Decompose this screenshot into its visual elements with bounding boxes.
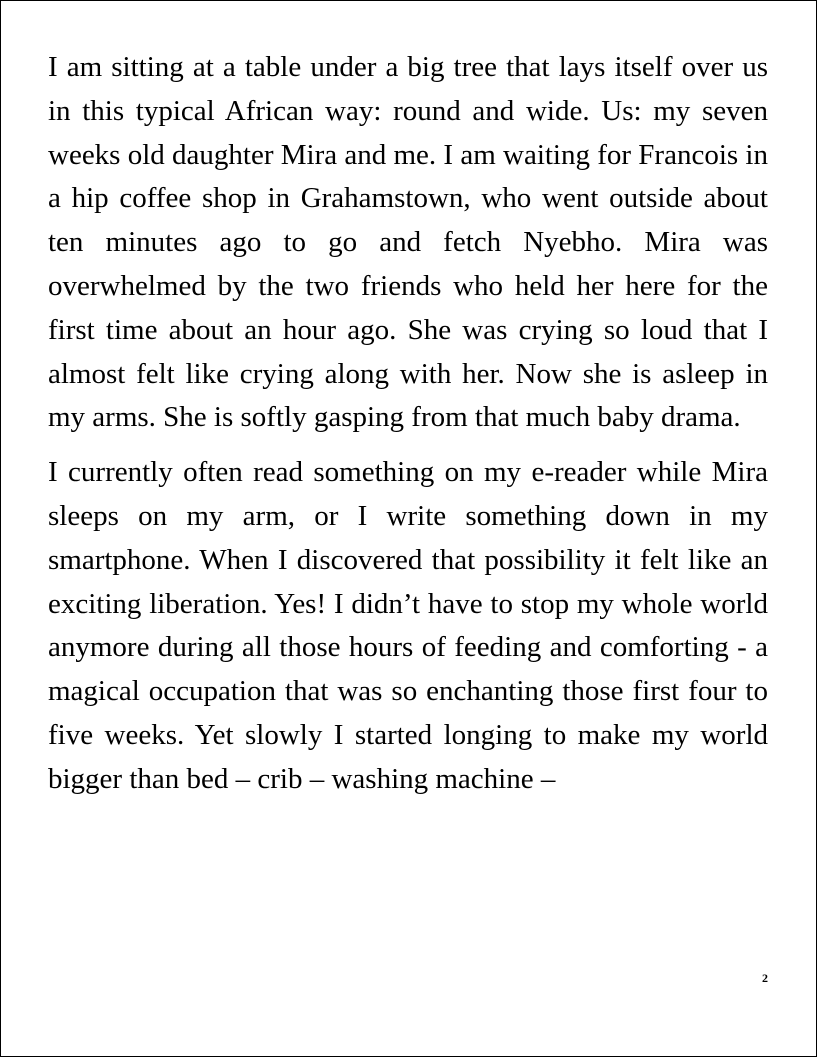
page-body [48,46,768,802]
paragraph-2: I currently often read something on my e-reader while Mira sleeps on my arm, or I write something down in my smartphone. When I discovered that possibility it felt like an exciting liberation. Yes! I didn’t have to stop my whole world anymore during all those hours of feeding and comforting - a magical occupation that was so enchanting those first four to five weeks. Yet slowly I started longing to make my world bigger than bed – crib – washing machine – [48,456,768,795]
page-number: 2 [762,971,768,985]
paragraph-1: I am sitting at a table under a big tree that lays itself over us in this typical African way: round and wide. Us: my seven weeks old daughter Mira and me. I am waiting for Francois in a hip coffee shop in Grahamstown, who went outside about ten minutes ago to go and fetch Nyebho. Mira was overwhelmed by the two friends who held her here for the first time about an hour ago. She was crying so loud that I almost felt like crying along with her. Now she is asleep in my arms. She is softly gasping from that much baby drama. [48,51,768,434]
